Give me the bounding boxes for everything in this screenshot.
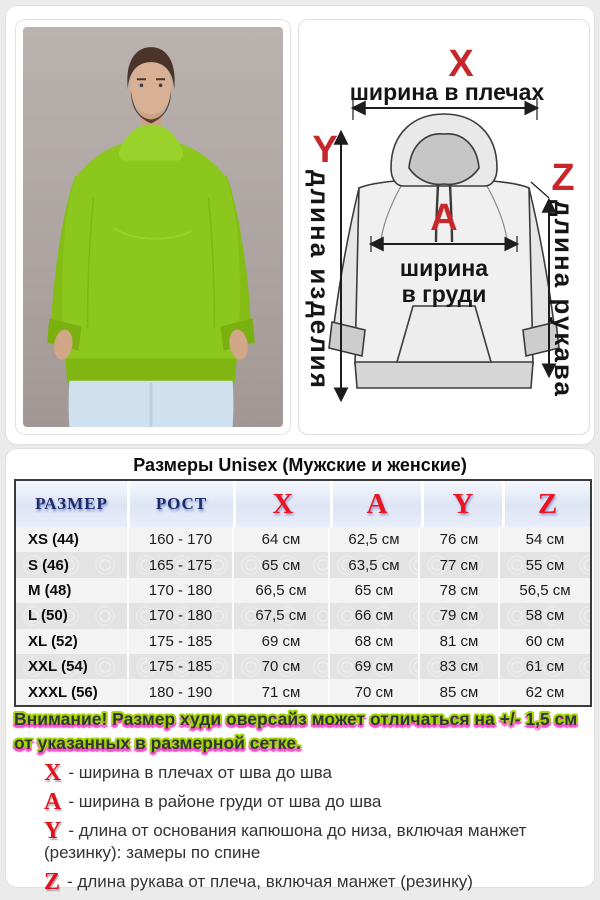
table-row (16, 654, 590, 679)
size-chart-panel (5, 448, 595, 895)
cell-y: 85 см (420, 679, 498, 704)
diagram-z-label: длина рукава (549, 200, 579, 398)
top-panel (5, 5, 595, 445)
legend-item (44, 762, 574, 784)
cell-size: S (46) (16, 552, 127, 577)
cell-x: 66,5 см (234, 578, 328, 603)
header-z: Z (505, 481, 590, 527)
cell-height: 160 - 170 (129, 527, 232, 552)
cell-height: 175 - 185 (129, 629, 232, 654)
cell-y: 79 см (420, 603, 498, 628)
cell-y: 77 см (420, 552, 498, 577)
diagram-a-letter: A (430, 197, 458, 239)
header-x: X (236, 481, 330, 527)
table-row (16, 578, 590, 603)
legend-text: - ширина в районе груди от шва до шва (68, 792, 382, 811)
cell-size: XXXL (56) (16, 679, 127, 704)
page-title: Размеры Unisex (Мужские и женские) (133, 455, 467, 475)
cell-size: XS (44) (16, 527, 127, 552)
product-photo-frame (15, 19, 291, 435)
cell-z: 61 см (500, 654, 590, 679)
cell-a: 66 см (330, 603, 418, 628)
cell-a: 68 см (330, 629, 418, 654)
diagram-x-label: ширина в плечах (349, 79, 545, 105)
table-body (16, 527, 590, 705)
table-header-row (16, 481, 590, 527)
size-table (14, 479, 592, 707)
hoodie-sketch (329, 114, 559, 388)
cell-height: 170 - 180 (129, 578, 232, 603)
cell-y: 83 см (420, 654, 498, 679)
cell-z: 62 см (500, 679, 590, 704)
diagram-x-letter: X (448, 43, 474, 85)
cell-a: 69 см (330, 654, 418, 679)
legend-letter: X (44, 760, 62, 786)
cell-z: 56,5 см (500, 578, 590, 603)
cell-z: 58 см (500, 603, 590, 628)
table-row (16, 679, 590, 704)
header-height: РОСТ (130, 481, 233, 527)
cell-y: 81 см (420, 629, 498, 654)
cell-x: 67,5 см (234, 603, 328, 628)
cell-x: 70 см (234, 654, 328, 679)
cell-z: 55 см (500, 552, 590, 577)
cell-y: 76 см (420, 527, 498, 552)
legend-item (44, 871, 574, 893)
cell-a: 70 см (330, 679, 418, 704)
table-row (16, 603, 590, 628)
diagram-y-letter: Y (312, 129, 338, 171)
legend-item (44, 820, 574, 864)
header-size: РАЗМЕР (16, 481, 127, 527)
warning-text: Внимание! Размер худи оверсайз может отличаться на +/- 1,5 см от указанных в размерной сетке. (14, 709, 578, 753)
diagram-a-label-line2: в груди (401, 281, 487, 307)
cell-height: 165 - 175 (129, 552, 232, 577)
table-row (16, 629, 590, 654)
cell-size: L (50) (16, 603, 127, 628)
measurement-legend (44, 755, 574, 900)
legend-text: - ширина в плечах от шва до шва (68, 763, 332, 782)
diagram-a-label-line1: ширина (399, 255, 489, 281)
table-row (16, 527, 590, 552)
cell-x: 64 см (234, 527, 328, 552)
measurement-diagram-card (298, 19, 590, 435)
legend-item (44, 791, 574, 813)
cell-y: 78 см (420, 578, 498, 603)
cell-x: 69 см (234, 629, 328, 654)
header-a: A (333, 481, 421, 527)
cell-x: 65 см (234, 552, 328, 577)
cell-size: XL (52) (16, 629, 127, 654)
diagram-y-label: длина изделия (305, 170, 335, 390)
cell-z: 54 см (500, 527, 590, 552)
cell-a: 62,5 см (330, 527, 418, 552)
cell-height: 175 - 185 (129, 654, 232, 679)
model-photo (23, 27, 283, 427)
cell-a: 63,5 см (330, 552, 418, 577)
cell-z: 60 см (500, 629, 590, 654)
header-y: Y (424, 481, 502, 527)
legend-letter: Z (44, 869, 61, 895)
cell-height: 170 - 180 (129, 603, 232, 628)
legend-text: - длина от основания капюшона до низа, включая манжет (резинку): замеры по спине (44, 821, 527, 862)
measurement-diagram (301, 24, 587, 430)
legend-text: - длина рукава от плеча, включая манжет (резинку) (67, 872, 473, 891)
cell-height: 180 - 190 (129, 679, 232, 704)
legend-letter: Y (44, 818, 62, 844)
cell-a: 65 см (330, 578, 418, 603)
cell-size: M (48) (16, 578, 127, 603)
cell-x: 71 см (234, 679, 328, 704)
legend-letter: A (44, 789, 62, 815)
cell-size: XXL (54) (16, 654, 127, 679)
table-row (16, 552, 590, 577)
diagram-z-letter: Z (551, 157, 575, 199)
